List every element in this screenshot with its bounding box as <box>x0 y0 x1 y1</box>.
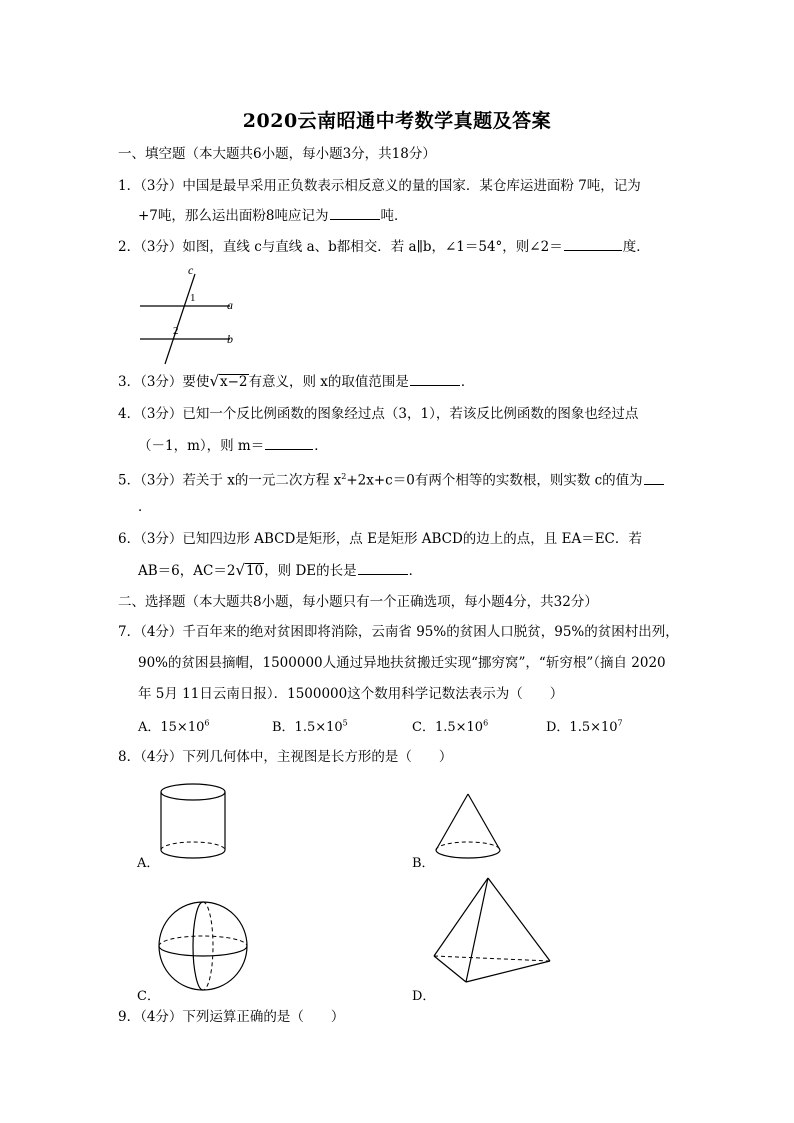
option-a[interactable] <box>138 716 209 735</box>
cylinder-icon <box>158 782 230 862</box>
question-8-line: 8．（4分）下列几何体中，主视图是长方形的是（ ） <box>118 749 453 765</box>
answer-blank[interactable] <box>330 207 380 220</box>
label-a: a <box>227 298 233 312</box>
option-b[interactable] <box>272 716 348 735</box>
option-d-label[interactable]: D． <box>412 989 436 1004</box>
option-a-text: A．15×10 <box>138 720 205 735</box>
option-b-exponent: 5 <box>342 718 348 728</box>
question-5-line-1 <box>118 468 665 490</box>
question-6-text: AB＝6，AC＝2 <box>138 563 236 579</box>
question-7-line-1: 7．（4分）千百年来的绝对贫困即将消除，云南省 95%的贫困人口脱贫，95%的贫困村出列， <box>118 624 679 640</box>
sphere-icon <box>156 906 252 988</box>
question-6-suffix: ． <box>408 563 423 579</box>
question-2-text: 2．（3分）如图，直线 c与直线 a、b都相交．若 a∥b，∠1＝54°，则∠2＝ <box>118 239 563 255</box>
option-a-label[interactable]: A． <box>137 856 160 871</box>
question-3-text: 3．（3分）要使 <box>118 374 210 390</box>
question-7-line-3: 年 5月 11日云南日报）．1500000这个数用科学记数法表示为（ ） <box>138 686 564 702</box>
answer-blank[interactable] <box>410 373 460 386</box>
question-4-suffix: ． <box>314 438 328 454</box>
exponent: 2 <box>341 472 347 481</box>
radicand: 10 <box>246 563 264 579</box>
option-c[interactable] <box>412 716 488 735</box>
question-6-line-2 <box>138 561 422 580</box>
question-5-text-2: +2x+c＝0有两个相等的实数根，则实数 c的值为 <box>346 472 643 489</box>
option-a-exponent: 6 <box>204 718 210 728</box>
section-heading-multiple-choice: 二、选择题（本大题共8小题，每小题只有一个正确选项，每小题4分，共32分） <box>118 594 598 610</box>
question-5-text: 5．（3分）若关于 x的一元二次方程 x <box>118 472 342 489</box>
option-d-text: D．1.5×10 <box>546 720 618 735</box>
question-3-text-2: 有意义，则 x的取值范围是 <box>248 374 409 390</box>
question-2-suffix: 度． <box>622 239 650 255</box>
option-c-label[interactable]: C． <box>137 989 160 1004</box>
pyramid-icon <box>432 876 558 988</box>
angle-2-label: 2 <box>173 325 179 337</box>
question-4-line-1: 4．（3分）已知一个反比例函数的图象经过点（3，1），若该反比例函数的图象也经过点 <box>118 406 639 422</box>
answer-blank[interactable] <box>564 238 622 251</box>
answer-blank[interactable] <box>265 437 313 450</box>
option-b-label[interactable]: B． <box>412 856 435 871</box>
question-2-line <box>118 238 650 256</box>
question-7-line-2: 90%的贫困县摘帽，1500000人通过异地扶贫搬迁实现“挪穷窝”，“斩穷根”（摘自 2020 <box>138 655 666 671</box>
option-b-text: B．1.5×10 <box>272 720 343 735</box>
angle-1-label: 1 <box>190 292 196 304</box>
question-4-text: （－1，m），则 m＝ <box>138 438 265 454</box>
answer-blank[interactable] <box>358 562 408 575</box>
option-d-exponent: 7 <box>617 718 623 728</box>
cone-icon <box>432 792 512 864</box>
label-b: b <box>227 332 233 346</box>
question-1-suffix: 吨． <box>380 208 408 224</box>
question-9-line: 9．（4分）下列运算正确的是（ ） <box>118 1009 345 1025</box>
question-4-line-2 <box>138 437 328 455</box>
page-title: 2020云南昭通中考数学真题及答案 <box>242 110 552 132</box>
question-5-line-2: ． <box>138 499 152 515</box>
radicand: x−2 <box>220 374 248 390</box>
question-1-text: +7吨，那么运出面粉8吨应记为 <box>138 208 329 224</box>
label-c: c <box>188 263 194 277</box>
question-1-line-1: 1．（3分）中国是最早采用正负数表示相反意义的量的国家．某仓库运进面粉 7吨，记为 <box>118 178 641 194</box>
section-heading-fill-in: 一、填空题（本大题共6小题，每小题3分，共18分） <box>118 146 436 162</box>
answer-blank[interactable] <box>644 472 664 485</box>
option-c-exponent: 6 <box>483 718 489 728</box>
question-6-text-2: ，则 DE的长是 <box>264 563 357 579</box>
option-d[interactable] <box>546 716 623 735</box>
question-6-line-1: 6．（3分）已知四边形 ABCD是矩形，点 E是矩形 ABCD的边上的点，且 EA＝EC．若 <box>118 531 642 547</box>
question-1-line-2 <box>138 207 408 225</box>
option-c-text: C．1.5×10 <box>412 720 484 735</box>
line-c <box>165 274 195 364</box>
radical-sign-icon: √ <box>209 372 219 390</box>
radical-sign-icon: √ <box>235 561 245 579</box>
question-3-suffix: ． <box>460 374 475 390</box>
parallel-lines-figure <box>135 262 255 362</box>
question-3-line <box>118 372 474 391</box>
